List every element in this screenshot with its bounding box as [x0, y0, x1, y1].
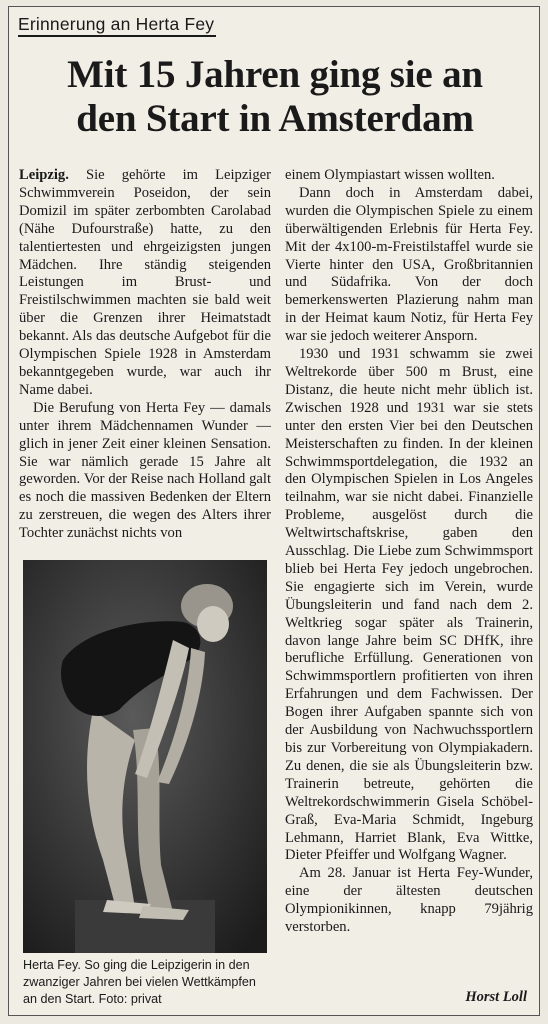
photo-credit: Foto: privat: [98, 992, 162, 1006]
caption-text: Herta Fey. So ging die Leipzigerin in den zwanziger Jahren bei vielen Wettkämpfen an den Start.: [23, 958, 256, 1006]
dateline: Leipzig.: [19, 167, 69, 183]
article-paragraph-2: Die Berufung von Herta Fey — damals unter ihrem Mädchennamen Wunder — glich in jener Zeit einer kleinen Sensation. Sie war nämlich gerade 15 Jahre alt geworden. Vor der Reise nach Holland galt es noch die massiven Bedenken der Eltern zu zerstreuen, die wegen des Alters ihrer Tochter zunächst nichts von: [19, 399, 271, 542]
article-paragraph-3: Dann doch in Amsterdam dabei, wurden die Olympischen Spiele zu einem überwältigenden Erlebnis für Herta Fey. Mit der 4x100-m-Freistilstaffel wurde sie Vierte hinter den USA, Großbritannien und Südafrika. Von der doch bemerkenswerten Plazierung nahm man in der Heimat kaum Notiz, für Herta Fey war sie jedoch weiterer Ansporn.: [285, 184, 533, 345]
article-paragraph-2-continued: einem Olympiastart wissen wollten.: [285, 167, 495, 183]
swimmer-photo-image: [23, 560, 267, 953]
article-paragraph-5: Am 28. Januar ist Herta Fey-Wunder, eine der ältesten deutschen Olympionikinnen, knapp 79jährig verstorben.: [285, 865, 533, 936]
article-column-1: [19, 167, 271, 543]
headline: [9, 53, 541, 141]
article-paragraph-4: 1930 und 1931 schwamm sie zwei Weltrekorde über 500 m Brust, eine Distanz, die heute nicht mehr üblich ist. Zwischen 1928 und 1931 war sie stets unter den ersten Vier bei den Deutschen Meisterschaften zu finden. In der kleinen Schwimmsportdelegation, die 1932 an den Olympischen Spielen in Los Angeles teilnahm, war sie nicht dabei. Finanzielle Probleme, ausgelöst durch die Weltwirtschaftskrise, gaben den Ausschlag. Die Liebe zum Schwimmsport blieb bei Herta Fey jedoch ungebrochen. Sie engagierte sich im Verein, wurde Übungsleiterin und fand nach dem 2. Weltkrieg sogar später als Trainerin, davon lange Jahre beim SC DHfK, ihre berufliche Erfüllung. Generationen von Schwimmsportlern profitierten von ihren Erfahrungen und dem Fachwissen. Der Bogen ihrer Aufgaben spannte sich von der Ausbildung von Nachwuchssportlern bis zur Vorbereitung von Olympiakadern. Zu denen, die sie als Übungsleiterin bzw. Trainerin betreute, gehörten die Weltrekordschwimmerin Gisela Schöbel-Graß, Eva-Maria Schmidt, Ingeburg Lehmann, Harriet Blank, Eva Wittke, Dieter Pfeiffer und Wolfgang Wagner.: [285, 346, 533, 864]
kicker: Erinnerung an Herta Fey: [18, 13, 216, 37]
headline-line-2: den Start in Amsterdam: [76, 97, 474, 140]
newspaper-clipping: [8, 6, 540, 1016]
headline-line-1: Mit 15 Jahren ging sie an: [67, 53, 483, 96]
photo-caption: [23, 957, 269, 1008]
article-paragraph-1: [19, 167, 271, 400]
paragraph-1-text: Sie gehörte im Leipziger Schwimmverein Poseidon, der sein Domizil im später zerbombten Carolabad (Nähe Dufourstraße) hatte, zu den talentiertesten und ehrgeizigsten jungen Mädchen. Ihre ständig steigenden Leistungen im Brust- und Freistilschwimmen machten sie bald weit über die Grenzen ihrer Heimatstadt bekannt. Als das deutsche Aufgebot für die Olympischen Spiele 1928 in Amsterdam bekanntgegeben wurde, war auch ihr Name dabei.: [19, 167, 272, 398]
photo-swimmer: [23, 560, 267, 953]
article-column-2: [285, 167, 533, 937]
author-byline: Horst Loll: [465, 989, 527, 1005]
